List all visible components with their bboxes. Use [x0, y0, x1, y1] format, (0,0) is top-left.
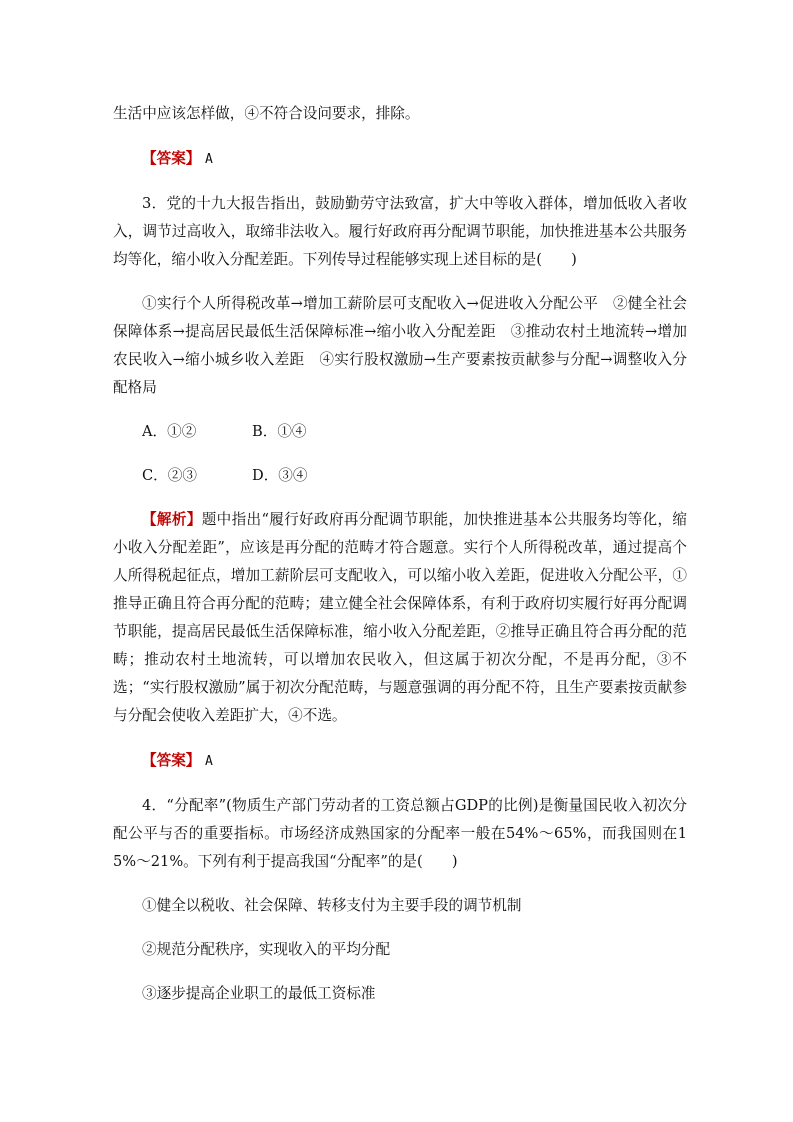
q2-analysis-tail: 生活中应该怎样做，④不符合设问要求，排除。 [113, 105, 420, 122]
q4-item-2: ②规范分配秩序，实现收入的平均分配 [142, 941, 391, 958]
q2-answer-value: A [205, 152, 213, 167]
q3-options-row-1 [113, 418, 687, 446]
q2-answer [113, 145, 687, 174]
q3-option-b: B．①④ [252, 423, 307, 440]
q3-option-d: D．③④ [252, 467, 308, 484]
answer-tag: 【答案】 [142, 150, 201, 167]
q3-option-a: A．①② [142, 423, 197, 440]
q4-item-3: ③逐步提高企业职工的最低工资标准 [142, 985, 376, 1002]
q4-item-1: ①健全以税收、社会保障、转移支付为主要手段的调节机制 [142, 897, 522, 914]
answer-tag: 【答案】 [142, 752, 201, 769]
q3-analysis [113, 506, 687, 730]
analysis-tag: 【解析】 [142, 511, 202, 528]
q4-stem: 4．“分配率”(物质生产部门劳动者的工资总额占GDP的比例)是衡量国民收入初次分配公平与否的重要指标。市场经济成熟国家的分配率一般在54%～65%，而我国则在15%～21%。下列有利于提高我国“分配率”的是( ) [113, 797, 687, 870]
document-content [113, 100, 687, 1008]
q3-analysis-text: 题中指出“履行好政府再分配调节职能，加快推进基本公共服务均等化，缩小收入分配差距”，应该是再分配的范畴才符合题意。实行个人所得税改革，通过提高个人所得税起征点，增加工薪阶层可支配收入，可以缩小收入差距，促进收入分配公平，①推导正确且符合再分配的范畴；建立健全社会保障体系，有利于政府切实履行好再分配调节职能，提高居民最低生活保障标准，缩小收入分配差距，②推导正确且符合再分配的范畴；推动农村土地流转，可以增加农民收入，但这属于初次分配，不是再分配，③不选；“实行股权激励”属于初次分配范畴，与题意强调的再分配不符，且生产要素按贡献参与分配会使收入差距扩大，④不选。 [113, 511, 687, 724]
q3-answer-value: A [205, 754, 213, 769]
q3-stem: 3．党的十九大报告指出，鼓励勤劳守法致富，扩大中等收入群体，增加低收入者收入，调节过高收入，取缔非法收入。履行好政府再分配调节职能，加快推进基本公共服务均等化，缩小收入分配差距。下列传导过程能够实现上述目标的是( ) [113, 195, 687, 268]
q3-options-row-2 [113, 462, 687, 490]
q3-items: ①实行个人所得税改革→增加工薪阶层可支配收入→促进收入分配公平 ②健全社会保障体系→提高居民最低生活保障标准→缩小收入分配差距 ③推动农村土地流转→增加农民收入→缩小城乡收入差距 ④实行股权激励→生产要素按贡献参与分配→调整收入分配格局 [113, 295, 687, 396]
q3-answer [113, 747, 687, 776]
q3-option-c: C．②③ [142, 467, 197, 484]
